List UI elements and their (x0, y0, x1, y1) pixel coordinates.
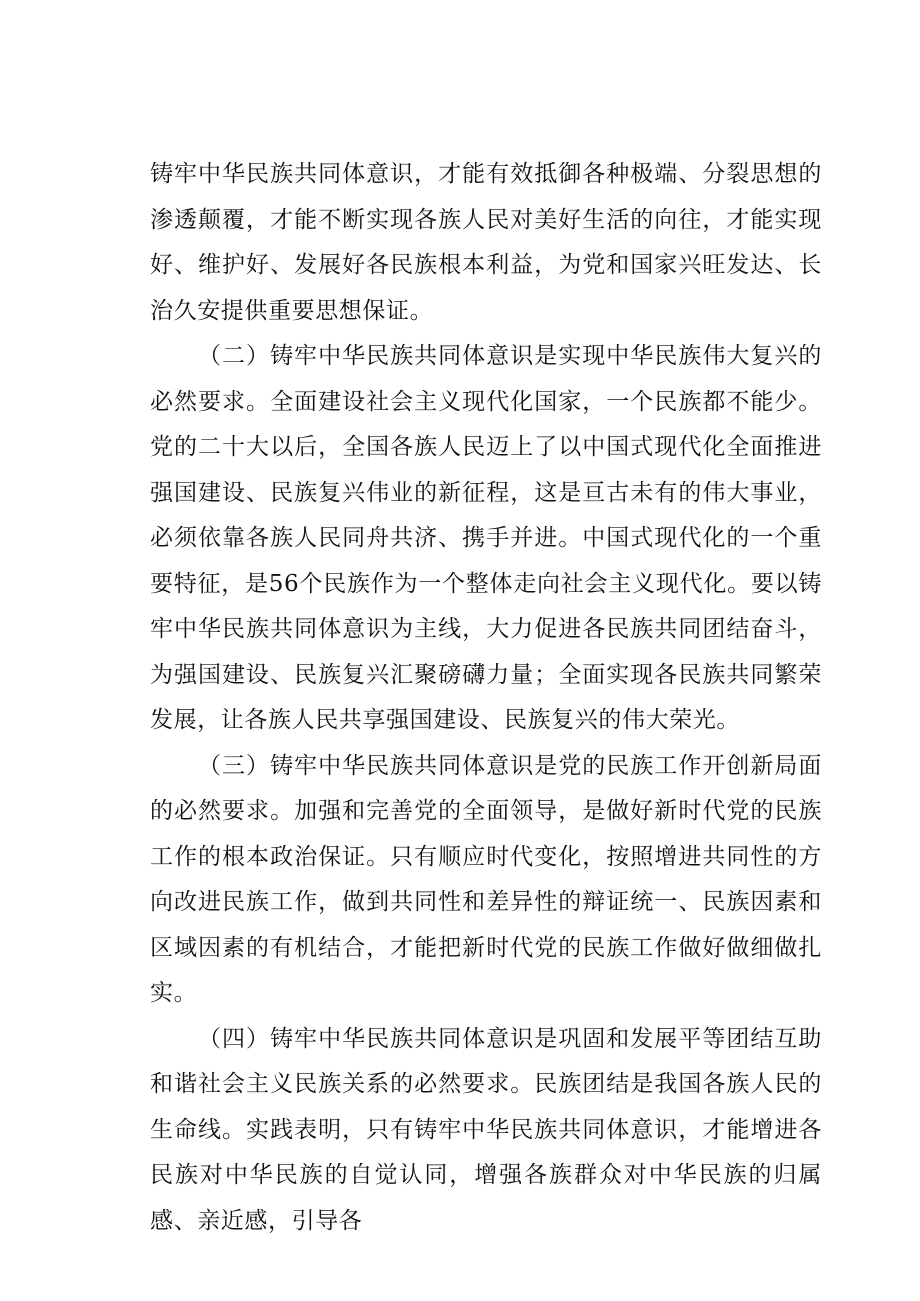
document-body (150, 152, 822, 1244)
paragraph-section-three: （三）铸牢中华民族共同体意识是党的民族工作开创新局面的必然要求。加强和完善党的全面领导，是做好新时代党的民族工作的根本政治保证。只有顺应时代变化，按照增进共同性的方向改进民族工作，做到共同性和差异性的辩证统一、民族因素和区域因素的有机结合，才能把新时代党的民族工作做好做细做扎实。 (150, 752, 822, 1006)
paragraph-section-four: （四）铸牢中华民族共同体意识是巩固和发展平等团结互助和谐社会主义民族关系的必然要求。民族团结是我国各族人民的生命线。实践表明，只有铸牢中华民族共同体意识，才能增进各民族对中华民族的自觉认同，增强各族群众对中华民族的归属感、亲近感，引导各 (150, 1025, 822, 1234)
paragraph-section-two: （二）铸牢中华民族共同体意识是实现中华民族伟大复兴的必然要求。全面建设社会主义现代化国家，一个民族都不能少。党的二十大以后，全国各族人民迈上了以中国式现代化全面推进强国建设、民族复兴伟业的新征程，这是亘古未有的伟大事业，必须依靠各族人民同舟共济、携手并进。中国式现代化的一个重要特征，是56个民族作为一个整体走向社会主义现代化。要以铸牢中华民族共同体意识为主线，大力促进各民族共同团结奋斗，为强国建设、民族复兴汇聚磅礴力量；全面实现各民族共同繁荣发展，让各族人民共享强国建设、民族复兴的伟大荣光。 (150, 343, 822, 733)
paragraph-continuation: 铸牢中华民族共同体意识，才能有效抵御各种极端、分裂思想的渗透颠覆，才能不断实现各族人民对美好生活的向往，才能实现好、维护好、发展好各民族根本利益，为党和国家兴旺发达、长治久安提供重要思想保证。 (150, 161, 822, 324)
